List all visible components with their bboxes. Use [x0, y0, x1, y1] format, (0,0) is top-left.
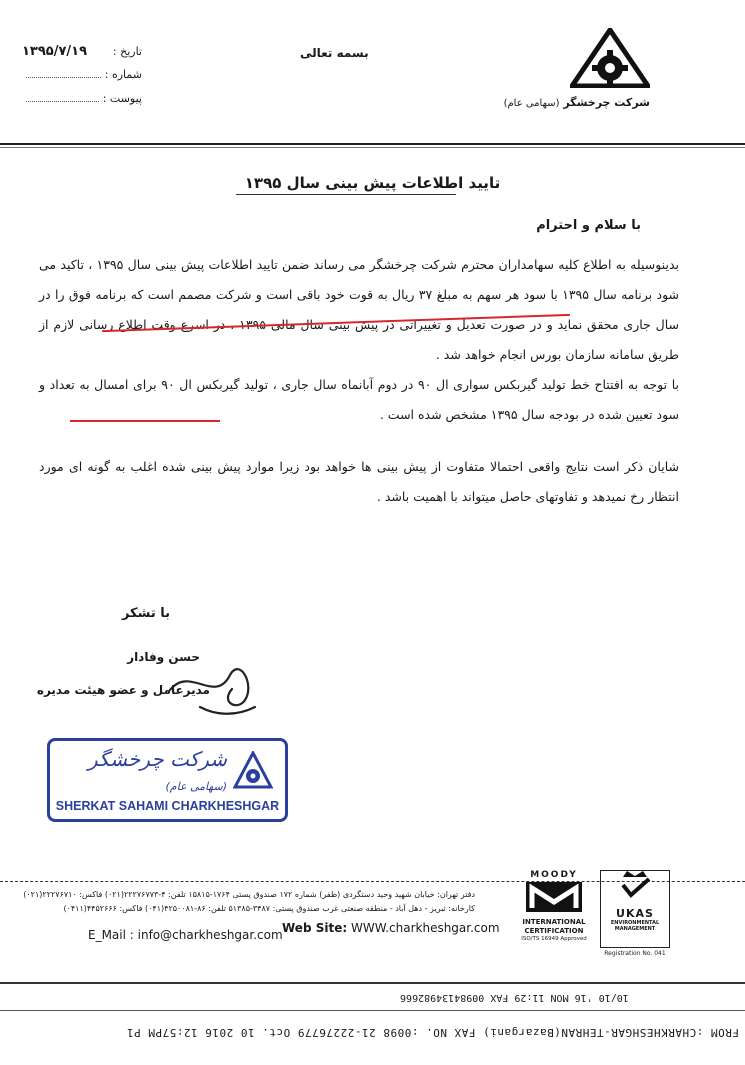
meta-attachment-label: پیوست :	[102, 92, 142, 105]
company-logo	[570, 28, 650, 88]
basmala: بسمه تعالی	[300, 46, 369, 60]
paragraph-2: با توجه به افتتاح خط تولید گیربکس سواری ال ۹۰ در دوم آبانماه سال جاری ، تولید گیربکس ال ۹۰ برای امسال به تعداد و سود تعیین شده در بودجه سال ۱۳۹۵ مشخص شده است .	[39, 377, 679, 422]
header-divider	[0, 143, 745, 145]
meta-number-label: شماره :	[104, 68, 142, 81]
moody-small: ISO/TS 16949 Approved	[521, 936, 587, 942]
fax-header-line2: FROM :CHARKHESHGAR-TEHRAN(Bazargani) FAX NO. :0098 21-22276779 Oct. 10 2016 12:57PM P1	[126, 1026, 739, 1039]
moody-line2: CERTIFICATION	[524, 927, 584, 935]
header-divider-thin	[0, 147, 745, 148]
ukas-registration: Registration No. 041	[604, 950, 666, 957]
crown-tick-icon	[615, 871, 655, 901]
paragraph-1: بدینوسیله به اطلاع کلیه سهامداران محترم شرکت چرخشگر می رساند ضمن تایید اطلاعات پیش بینی سال ۱۳۹۵ ، تاکید می شود برنامه سال ۱۳۹۵ با سود هر سهم به مبلغ ۳۷ ریال به قوت خود باقی است و شرکت مصمم است که برنامه فوق را در سال جاری محقق نماید و در صورت تعدیل و تغییراتی در پیش بینی سال مالی ۱۳۹۵ ، در اسرع وقت اطلاع رسانی لازم از طریق سامانه سازمان بورس انجام خواهد شد .	[39, 257, 680, 362]
footer-website	[282, 921, 500, 935]
signer-title: مدیرعامل و عضو هیئت مدیره	[36, 683, 210, 697]
greeting: با سلام و احترام	[536, 218, 641, 233]
moody-mark-icon	[524, 880, 584, 914]
ukas-brand: UKAS	[616, 907, 654, 920]
letter-meta	[22, 44, 142, 116]
stamp-english-name: SHERKAT SAHAMI CHARKHESHGAR	[55, 799, 280, 813]
meta-attachment-dots	[26, 93, 99, 102]
letter-title: تایید اطلاعات پیش بینی سال ۱۳۹۵	[244, 174, 501, 192]
paragraph-3: شایان ذکر است نتایج واقعی احتمالا متفاوت از پیش بینی ها خواهد بود زیرا موارد پیش بینی شده اغلب به گونه ای مورد انتظار رخ نمیدهد و تفاوتهای حاصل میتواند با اهمیت باشد .	[39, 459, 679, 504]
stamp-logo-icon	[233, 751, 273, 791]
company-type: (سهامی عام)	[503, 98, 560, 109]
moody-brand: MOODY	[530, 870, 578, 880]
ukas-certification	[600, 870, 670, 948]
website-label: Web Site:	[282, 921, 348, 935]
ukas-sub: ENVIRONMENTAL MANAGEMENT	[610, 920, 660, 932]
title-underline	[236, 194, 456, 195]
signature	[160, 645, 280, 725]
company-name	[504, 96, 650, 109]
meta-date-value: ۱۳۹۵/۷/۱۹	[22, 44, 88, 59]
stamp-persian-type: (سهامی عام)	[165, 780, 227, 793]
meta-date-label: تاریخ :	[112, 45, 142, 58]
meta-number-dots	[26, 69, 101, 78]
highlight-underline-2	[70, 420, 220, 422]
stamp-persian-name: شرکت چرخشگر	[88, 747, 227, 771]
footer-address	[23, 888, 475, 916]
fax-divider	[0, 982, 745, 984]
fax-divider-2	[0, 1010, 745, 1011]
meta-attachment-row	[22, 92, 142, 116]
fax-header-line1: 10/10 '16 MON 11:29 FAX 00984134982666	[400, 992, 629, 1003]
stamp-persian	[50, 747, 227, 795]
address-tehran: دفتر تهران: خیابان شهید وحید دستگردی (ظفر) شماره ۱۷۲ صندوق پستی ۱۷۶۴-۱۵۸۱۵ تلفن: ۴-۲۲۲۷۶۷۷۳(۰۲۱) فاکس: ۲۲۲۷۶۷۱۰(۰۲۱)	[23, 890, 475, 899]
company-stamp	[47, 738, 288, 822]
company-name-text: شرکت چرخشگر	[563, 96, 650, 109]
address-factory: کارخانه: تبریز - دهل آباد - منطقه صنعتی غرب صندوق پستی: ۳۴۸۷-۵۱۳۸۵ تلفن: ۸۶-۴۲۵۰۰۸۱(۰۴۱) فاکس: ۴۴۵۲۶۶۶(۰۴۱۱)	[63, 904, 475, 913]
signer-name: حسن وفادار	[127, 650, 200, 664]
moody-certification	[518, 870, 590, 942]
moody-line1: INTERNATIONAL	[522, 918, 586, 926]
closing: با تشکر	[121, 606, 170, 621]
meta-date-row	[22, 44, 142, 68]
meta-number-row	[22, 68, 142, 92]
footer-email: E_Mail : info@charkheshgar.com	[88, 928, 283, 942]
website-url: WWW.charkheshgar.com	[350, 921, 500, 935]
